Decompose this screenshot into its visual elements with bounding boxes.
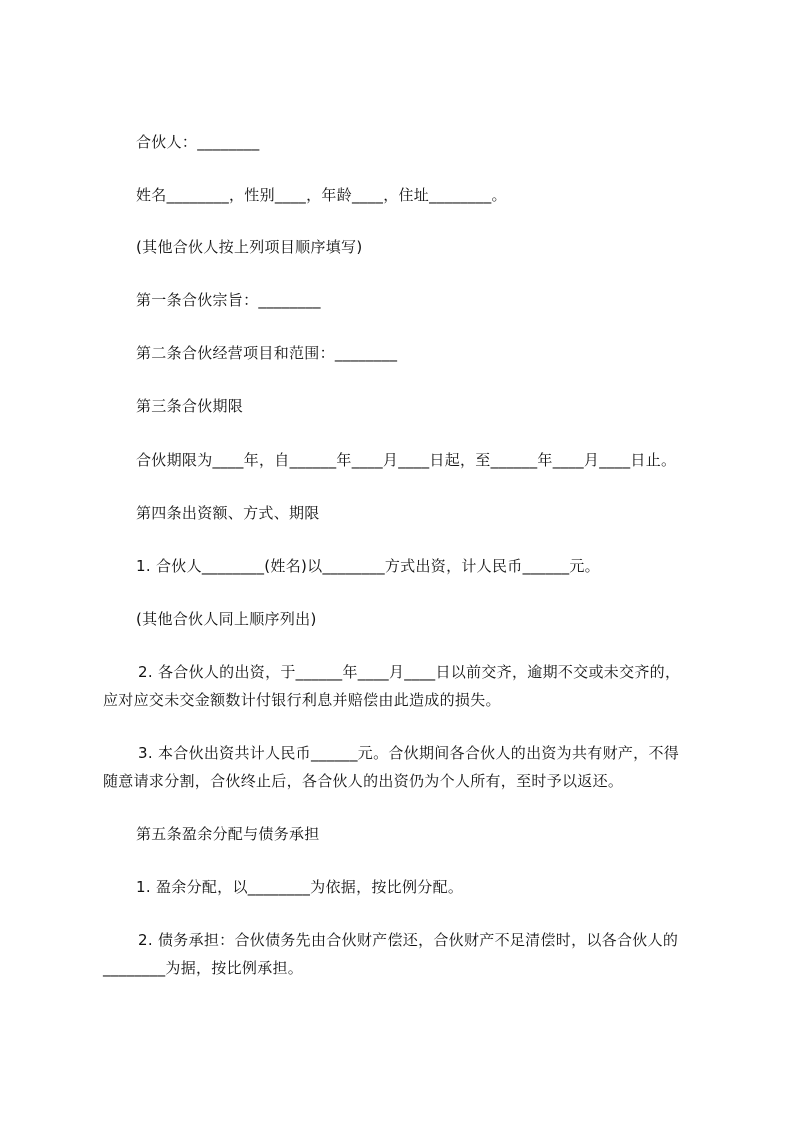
article-4-item-2-line-2: 应对应交未交金额数计付银行利息并赔偿由此造成的损失。	[103, 691, 501, 709]
article-4-item-3-line-2: 随意请求分割，合伙终止后，各合伙人的出资仍为个人所有，至时予以返还。	[103, 772, 624, 790]
partner-line: 合伙人：________	[136, 133, 260, 151]
partner-details-line: 姓名________，性别____，年龄____，住址________。	[136, 186, 507, 204]
article-1-purpose: 第一条合伙宗旨：________	[136, 291, 321, 309]
article-5-item-1: 1. 盈余分配，以________为依据，按比例分配。	[136, 878, 464, 896]
article-5-item-2-line-2: ________为据，按比例承担。	[103, 959, 304, 977]
article-2-business-scope: 第二条合伙经营项目和范围：________	[136, 344, 398, 362]
article-5-heading: 第五条盈余分配与债务承担	[136, 825, 320, 843]
article-3-term-line: 合伙期限为____年，自______年____月____日起，至______年____月____日止。	[136, 451, 677, 469]
other-partners-note: (其他合伙人按上列项目顺序填写)	[136, 238, 363, 256]
article-4-other-partners: (其他合伙人同上顺序列出)	[136, 610, 317, 628]
article-4-heading: 第四条出资额、方式、期限	[136, 504, 320, 522]
article-3-heading: 第三条合伙期限	[136, 397, 244, 415]
article-4-item-2-line-1: 2. 各合伙人的出资，于______年____月____日以前交齐，逾期不交或未交齐的，	[138, 663, 681, 681]
article-4-item-3-line-1: 3. 本合伙出资共计人民币______元。合伙期间各合伙人的出资为共有财产，不得	[138, 744, 680, 762]
article-5-item-2-line-1: 2. 债务承担：合伙债务先由合伙财产偿还，合伙财产不足清偿时，以各合伙人的	[138, 931, 679, 949]
article-4-item-1: 1. 合伙人________(姓名)以________方式出资，计人民币______元。	[136, 557, 600, 575]
